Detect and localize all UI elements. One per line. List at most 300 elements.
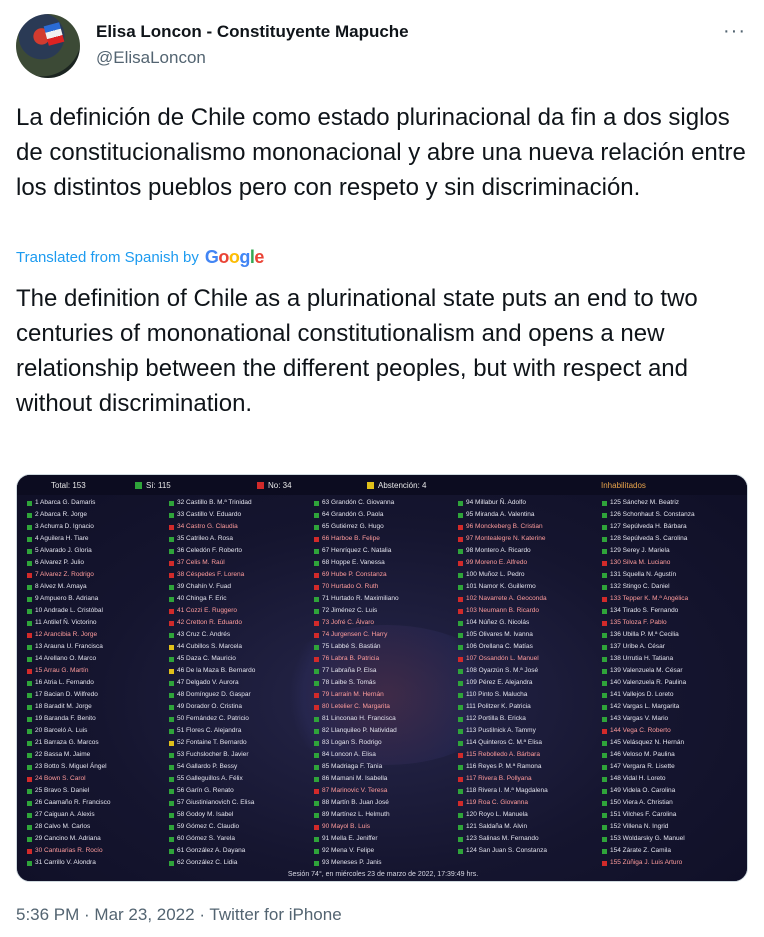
tweet-header (16, 14, 748, 78)
vote-row (169, 497, 255, 509)
member-name: 57 Giustinianovich C. Elisa (177, 799, 255, 806)
member-name: 80 Letelier C. Margarita (322, 703, 390, 710)
vote-row (27, 821, 111, 833)
vote-status-icon (458, 825, 463, 830)
member-name: 24 Bown S. Carol (35, 775, 86, 782)
vote-row (314, 761, 399, 773)
vote-status-icon (169, 693, 174, 698)
vote-row (314, 521, 399, 533)
vote-status-icon (169, 537, 174, 542)
vote-row (314, 713, 399, 725)
member-name: 52 Fontaine T. Bernardo (177, 739, 247, 746)
vote-status-icon (169, 813, 174, 818)
member-name: 108 Oyarzún S. M.ª José (466, 667, 539, 674)
vote-row (602, 821, 695, 833)
vote-row (314, 497, 399, 509)
vote-status-icon (602, 537, 607, 542)
member-name: 50 Fernández C. Patricio (177, 715, 249, 722)
vote-status-icon (314, 765, 319, 770)
vote-status-icon (27, 681, 32, 686)
vote-status-icon (602, 657, 607, 662)
vote-status-icon (458, 537, 463, 542)
vote-status-icon (458, 597, 463, 602)
vote-row (169, 509, 255, 521)
member-name: 96 Monckeberg B. Cristian (466, 523, 543, 530)
vote-status-icon (458, 693, 463, 698)
vote-status-icon (602, 597, 607, 602)
vote-status-icon (458, 561, 463, 566)
vote-row (458, 569, 548, 581)
vote-row (458, 677, 548, 689)
member-name: 104 Núñez G. Nicolás (466, 619, 530, 626)
vote-row (27, 545, 111, 557)
vote-row (602, 725, 695, 737)
author-name[interactable]: Elisa Loncon - Constituyente Mapuche (96, 22, 409, 41)
vote-status-icon (458, 813, 463, 818)
member-name: 70 Hurtado O. Ruth (322, 583, 379, 590)
member-name: 58 Godoy M. Isabel (177, 811, 234, 818)
no-square-icon (257, 482, 264, 489)
vote-row (458, 629, 548, 641)
vote-status-icon (458, 669, 463, 674)
vote-status-icon (27, 657, 32, 662)
vote-status-icon (169, 717, 174, 722)
member-name: 20 Barceló A. Luis (35, 727, 88, 734)
vote-status-icon (169, 561, 174, 566)
vote-row (458, 737, 548, 749)
vote-status-icon (314, 705, 319, 710)
vote-status-icon (602, 813, 607, 818)
vote-status-icon (169, 585, 174, 590)
vote-row (458, 593, 548, 605)
vote-row (602, 833, 695, 845)
vote-status-icon (27, 549, 32, 554)
member-name: 17 Bacian D. Wilfredo (35, 691, 98, 698)
member-name: 87 Marinovic V. Teresa (322, 787, 388, 794)
vote-status-icon (169, 849, 174, 854)
member-name: 84 Loncon A. Elisa (322, 751, 376, 758)
vote-row (169, 785, 255, 797)
vote-column-5 (602, 497, 695, 869)
member-name: 16 Atria L. Fernando (35, 679, 94, 686)
member-name: 115 Rebolledo A. Bárbara (466, 751, 540, 758)
member-name: 36 Celedón F. Roberto (177, 547, 243, 554)
vote-row (602, 617, 695, 629)
vote-row (458, 521, 548, 533)
vote-status-icon (458, 789, 463, 794)
member-name: 64 Grandón G. Paola (322, 511, 384, 518)
translation-attribution[interactable] (16, 247, 264, 268)
member-name: 61 González A. Dayana (177, 847, 246, 854)
member-name: 147 Vergara R. Lisette (610, 763, 675, 770)
vote-row (458, 701, 548, 713)
vote-row (27, 509, 111, 521)
member-name: 4 Aguilera H. Tiare (35, 535, 89, 542)
vote-row (602, 581, 695, 593)
vote-status-icon (169, 837, 174, 842)
member-name: 13 Arauna U. Francisca (35, 643, 103, 650)
member-name: 109 Pérez E. Alejandra (466, 679, 533, 686)
member-name: 67 Henríquez C. Natalia (322, 547, 392, 554)
vote-status-icon (602, 669, 607, 674)
vote-column-3 (314, 497, 399, 869)
vote-status-icon (169, 525, 174, 530)
vote-status-icon (27, 597, 32, 602)
vote-row (314, 653, 399, 665)
vote-status-icon (458, 501, 463, 506)
vote-status-icon (458, 705, 463, 710)
member-name: 76 Labra B. Patricia (322, 655, 380, 662)
vote-row (314, 809, 399, 821)
member-name: 47 Delgado V. Aurora (177, 679, 239, 686)
member-name: 73 Jofré C. Álvaro (322, 619, 375, 626)
vote-row (314, 689, 399, 701)
member-name: 41 Cozzi E. Ruggero (177, 607, 237, 614)
vote-status-icon (314, 537, 319, 542)
vote-status-icon (27, 645, 32, 650)
vote-status-icon (169, 597, 174, 602)
more-options-icon[interactable]: ··· (723, 20, 746, 42)
vote-status-icon (314, 525, 319, 530)
member-name: 43 Cruz C. Andrés (177, 631, 231, 638)
vote-status-icon (458, 525, 463, 530)
member-name: 74 Jurgensen C. Harry (322, 631, 388, 638)
member-name: 75 Labbé S. Bastián (322, 643, 381, 650)
member-name: 85 Madriaga F. Tania (322, 763, 383, 770)
member-name: 120 Royo L. Manuela (466, 811, 528, 818)
vote-row (458, 833, 548, 845)
vote-status-icon (602, 741, 607, 746)
member-name: 15 Arrau G. Martín (35, 667, 89, 674)
vote-row (458, 605, 548, 617)
vote-row (602, 713, 695, 725)
vote-status-icon (169, 741, 174, 746)
vote-status-icon (458, 741, 463, 746)
vote-row (458, 749, 548, 761)
vote-row (602, 845, 695, 857)
vote-status-icon (169, 621, 174, 626)
vote-row (314, 725, 399, 737)
member-name: 32 Castillo B. M.ª Trinidad (177, 499, 252, 506)
member-name: 65 Gutiérrez G. Hugo (322, 523, 384, 530)
vote-status-icon (314, 849, 319, 854)
vote-row (602, 737, 695, 749)
vote-row (169, 689, 255, 701)
vote-status-icon (169, 765, 174, 770)
member-name: 72 Jiménez C. Luis (322, 607, 378, 614)
vote-row (169, 569, 255, 581)
vote-row (169, 725, 255, 737)
vote-row (169, 533, 255, 545)
vote-status-icon (169, 501, 174, 506)
member-name: 135 Toloza F. Pablo (610, 619, 667, 626)
vote-status-icon (314, 825, 319, 830)
vote-status-icon (458, 681, 463, 686)
member-name: 136 Ubilla P. M.ª Cecilia (610, 631, 679, 638)
member-name: 5 Alvarado J. Gloria (35, 547, 92, 554)
vote-row (314, 845, 399, 857)
member-name: 29 Cancino M. Adriana (35, 835, 101, 842)
member-name: 100 Muñoz L. Pedro (466, 571, 525, 578)
vote-row (314, 545, 399, 557)
vote-status-icon (27, 609, 32, 614)
vote-status-icon (602, 513, 607, 518)
vote-status-icon (602, 753, 607, 758)
abstencion-square-icon (367, 482, 374, 489)
vote-status-icon (314, 621, 319, 626)
member-name: 117 Rivera B. Pollyana (466, 775, 532, 782)
member-name: 143 Vargas V. Mario (610, 715, 669, 722)
vote-row (314, 617, 399, 629)
vote-status-icon (314, 561, 319, 566)
vote-status-icon (314, 501, 319, 506)
vote-row (602, 665, 695, 677)
vote-status-icon (602, 717, 607, 722)
vote-status-icon (169, 513, 174, 518)
vote-row (458, 809, 548, 821)
vote-row (27, 689, 111, 701)
google-logo: Google (204, 247, 264, 267)
vote-status-icon (602, 765, 607, 770)
vote-status-icon (602, 693, 607, 698)
member-name: 45 Daza C. Mauricio (177, 655, 236, 662)
member-name: 95 Miranda A. Valentina (466, 511, 535, 518)
member-name: 137 Uribe A. César (610, 643, 665, 650)
vote-row (314, 749, 399, 761)
vote-row (602, 497, 695, 509)
vote-status-icon (169, 573, 174, 578)
vote-row (169, 665, 255, 677)
vote-row (458, 665, 548, 677)
member-name: 34 Castro G. Claudia (177, 523, 238, 530)
vote-status-icon (27, 513, 32, 518)
vote-status-icon (314, 801, 319, 806)
vote-status-icon (27, 537, 32, 542)
vote-status-icon (314, 693, 319, 698)
vote-row (458, 545, 548, 557)
vote-row (314, 665, 399, 677)
vote-row (458, 797, 548, 809)
member-name: 14 Arellano O. Marco (35, 655, 97, 662)
vote-row (169, 593, 255, 605)
member-name: 79 Larraín M. Hernán (322, 691, 384, 698)
member-name: 25 Bravo S. Daniel (35, 787, 90, 794)
si-count: Sí: 115 (135, 481, 171, 490)
vote-row (314, 641, 399, 653)
vote-status-icon (27, 837, 32, 842)
si-square-icon (135, 482, 142, 489)
avatar[interactable] (16, 14, 80, 78)
vote-row (27, 809, 111, 821)
vote-row (27, 857, 111, 869)
vote-row (314, 569, 399, 581)
vote-status-icon (169, 705, 174, 710)
vote-row (169, 845, 255, 857)
vote-row (169, 857, 255, 869)
vote-status-icon (169, 633, 174, 638)
member-name: 123 Salinas M. Fernando (466, 835, 539, 842)
vote-row (27, 725, 111, 737)
vote-status-icon (602, 561, 607, 566)
member-name: 154 Zárate Z. Camila (610, 847, 672, 854)
vote-row (27, 737, 111, 749)
vote-row (169, 677, 255, 689)
vote-status-icon (314, 573, 319, 578)
vote-row (169, 581, 255, 593)
vote-row (169, 641, 255, 653)
member-name: 113 Pustilnick A. Tammy (466, 727, 536, 734)
vote-status-icon (27, 501, 32, 506)
member-name: 63 Grandón C. Giovanna (322, 499, 395, 506)
vote-row (27, 569, 111, 581)
member-name: 38 Céspedes F. Lorena (177, 571, 245, 578)
member-name: 86 Mamani M. Isabella (322, 775, 388, 782)
vote-row (602, 533, 695, 545)
vote-status-icon (169, 789, 174, 794)
member-name: 7 Alvarez Z. Rodrigo (35, 571, 94, 578)
member-name: 146 Veloso M. Paulina (610, 751, 675, 758)
member-name: 107 Ossandón L. Manuel (466, 655, 539, 662)
vote-status-icon (458, 549, 463, 554)
tweet-timestamp[interactable]: 5:36 PM · Mar 23, 2022 · Twitter for iPhone (16, 905, 342, 924)
vote-status-icon (27, 825, 32, 830)
vote-status-icon (27, 813, 32, 818)
member-name: 33 Castillo V. Eduardo (177, 511, 242, 518)
vote-row (602, 557, 695, 569)
member-name: 92 Mena V. Felipe (322, 847, 375, 854)
vote-row (602, 677, 695, 689)
vote-status-icon (314, 717, 319, 722)
vote-row (458, 581, 548, 593)
vote-status-icon (458, 585, 463, 590)
member-name: 66 Harboe B. Felipe (322, 535, 380, 542)
member-name: 126 Schonhaut S. Constanza (610, 511, 695, 518)
vote-row (458, 533, 548, 545)
vote-row (314, 593, 399, 605)
vote-status-icon (314, 585, 319, 590)
vote-row (27, 497, 111, 509)
vote-status-icon (602, 681, 607, 686)
vote-row (602, 797, 695, 809)
vote-status-icon (602, 525, 607, 530)
vote-status-icon (602, 777, 607, 782)
vote-status-icon (27, 669, 32, 674)
vote-status-icon (169, 609, 174, 614)
vote-row (602, 689, 695, 701)
vote-status-icon (314, 741, 319, 746)
vote-status-icon (602, 861, 607, 866)
vote-status-icon (314, 657, 319, 662)
vote-row (314, 533, 399, 545)
vote-status-icon (602, 633, 607, 638)
vote-status-icon (602, 573, 607, 578)
vote-row (314, 677, 399, 689)
vote-status-icon (458, 849, 463, 854)
tweet-translation: The definition of Chile as a plurinational state puts an end to two centuries of mononational constitutionalism and opens a new relationship between the different peoples, but with respect and without discrimination. (16, 285, 698, 417)
vote-row (27, 713, 111, 725)
vote-row (458, 821, 548, 833)
member-name: 19 Baranda F. Benito (35, 715, 96, 722)
vote-status-icon (27, 861, 32, 866)
vote-status-icon (27, 777, 32, 782)
inhabilitados-label: Inhabilitados (601, 481, 646, 490)
vote-status-icon (27, 621, 32, 626)
member-name: 145 Velásquez N. Hernán (610, 739, 685, 746)
author-handle[interactable]: @ElisaLoncon (96, 48, 206, 67)
vote-row (27, 557, 111, 569)
vote-status-icon (602, 585, 607, 590)
member-name: 83 Logan S. Rodrigo (322, 739, 382, 746)
vote-row (27, 773, 111, 785)
member-name: 82 Llanquileo P. Natividad (322, 727, 397, 734)
member-name: 1 Abarca G. Damaris (35, 499, 96, 506)
vote-row (602, 641, 695, 653)
vote-row (27, 665, 111, 677)
member-name: 78 Laibe S. Tomás (322, 679, 376, 686)
abstencion-count: Abstención: 4 (367, 481, 426, 490)
vote-status-icon (169, 825, 174, 830)
member-name: 39 Chahín V. Fuad (177, 583, 231, 590)
vote-row (169, 773, 255, 785)
member-name: 116 Reyes P. M.ª Ramona (466, 763, 542, 770)
member-name: 9 Ampuero B. Adriana (35, 595, 99, 602)
vote-summary-bar (17, 475, 748, 495)
member-name: 101 Namor K. Guillermo (466, 583, 536, 590)
vote-status-icon (169, 681, 174, 686)
vote-row (169, 521, 255, 533)
vote-row (169, 557, 255, 569)
vote-status-icon (314, 861, 319, 866)
vote-row (27, 761, 111, 773)
vote-status-icon (27, 729, 32, 734)
vote-row (27, 605, 111, 617)
member-name: 37 Celis M. Raúl (177, 559, 225, 566)
vote-status-icon (169, 753, 174, 758)
member-name: 118 Rivera I. M.ª Magdalena (466, 787, 548, 794)
vote-row (314, 605, 399, 617)
member-name: 103 Neumann B. Ricardo (466, 607, 539, 614)
vote-status-icon (27, 741, 32, 746)
vote-status-icon (27, 789, 32, 794)
vote-row (602, 593, 695, 605)
member-name: 124 San Juan S. Constanza (466, 847, 547, 854)
vote-status-icon (458, 777, 463, 782)
vote-row (169, 833, 255, 845)
member-name: 148 Vidal H. Loreto (610, 775, 666, 782)
member-name: 88 Martín B. Juan José (322, 799, 389, 806)
member-name: 48 Domínguez D. Gaspar (177, 691, 251, 698)
member-name: 112 Portilla B. Ericka (466, 715, 526, 722)
vote-status-icon (27, 801, 32, 806)
vote-row (169, 821, 255, 833)
vote-column-1 (27, 497, 111, 869)
member-name: 140 Valenzuela R. Paulina (610, 679, 687, 686)
vote-column-4 (458, 497, 548, 857)
vote-row (602, 545, 695, 557)
member-name: 130 Silva M. Luciano (610, 559, 671, 566)
vote-row (27, 593, 111, 605)
member-name: 114 Quinteros C. M.ª Elisa (466, 739, 542, 746)
vote-status-icon (458, 609, 463, 614)
vote-status-icon (602, 837, 607, 842)
member-name: 125 Sánchez M. Beatriz (610, 499, 680, 506)
vote-status-icon (602, 645, 607, 650)
member-name: 133 Tepper K. M.ª Angélica (610, 595, 689, 602)
vote-row (602, 569, 695, 581)
vote-status-icon (458, 717, 463, 722)
vote-row (602, 749, 695, 761)
tweet-image[interactable] (16, 474, 748, 882)
